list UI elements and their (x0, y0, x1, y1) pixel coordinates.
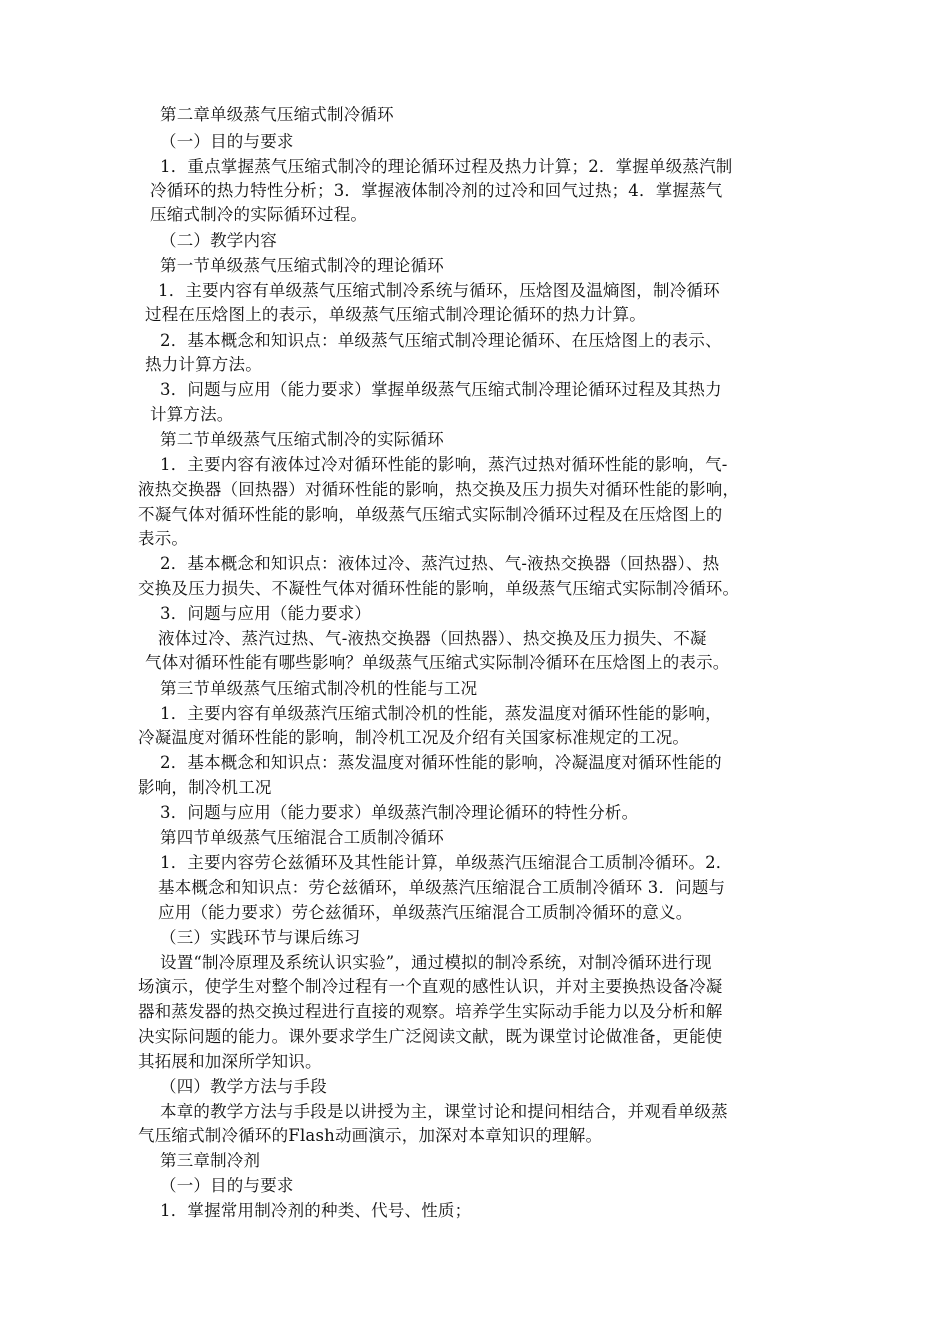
text-line: 应用（能力要求）劳仑兹循环，单级蒸汽压缩混合工质制冷循环的意义。 (158, 903, 693, 922)
text-line: 3．问题与应用（能力要求）单级蒸汽制冷理论循环的特性分析。 (160, 803, 639, 822)
text-line: 影响，制冷机工况 (138, 778, 272, 797)
text-line: 交换及压力损失、不凝性气体对循环性能的影响，单级蒸气压缩式实际制冷循环。 (138, 579, 740, 598)
section-heading: （四）教学方法与手段 (160, 1077, 327, 1096)
chapter-title: 第三章制冷剂 (160, 1151, 261, 1170)
text-line: 1．主要内容有单级蒸气压缩式制冷系统与循环，压焓图及温熵图，制冷循环 (158, 281, 720, 300)
subsection-title: 第二节单级蒸气压缩式制冷的实际循环 (160, 430, 444, 449)
text-line: 2．基本概念和知识点：蒸发温度对循环性能的影响，冷凝温度对循环性能的 (160, 753, 722, 772)
text-line: 场演示，使学生对整个制冷过程有一个直观的感性认识，并对主要换热设备冷凝 (138, 977, 723, 996)
text-line: 计算方法。 (150, 405, 234, 424)
section-heading: （二）教学内容 (160, 231, 277, 250)
text-line: 1．主要内容有单级蒸汽压缩式制冷机的性能，蒸发温度对循环性能的影响， (160, 704, 722, 723)
text-line: 1．掌握常用制冷剂的种类、代号、性质； (160, 1201, 472, 1220)
text-line: 1．主要内容有液体过冷对循环性能的影响，蒸汽过热对循环性能的影响，气- (160, 455, 728, 474)
text-line: 2．基本概念和知识点：液体过冷、蒸汽过热、气-液热交换器（回热器）、热 (160, 554, 720, 573)
subsection-title: 第一节单级蒸气压缩式制冷的理论循环 (160, 256, 444, 275)
text-line: 冷循环的热力特性分析；3．掌握液体制冷剂的过冷和回气过热；4．掌握蒸气 (150, 181, 723, 200)
section-heading: （三）实践环节与课后练习 (160, 928, 361, 947)
text-line: 1．重点掌握蒸气压缩式制冷的理论循环过程及热力计算；2．掌握单级蒸汽制 (160, 157, 733, 176)
text-line: 器和蒸发器的热交换过程进行直接的观察。培养学生实际动手能力以及分析和解 (138, 1002, 723, 1021)
text-line: 基本概念和知识点：劳仑兹循环，单级蒸汽压缩混合工质制冷循环 3．问题与 (158, 878, 726, 897)
text-line: 气体对循环性能有哪些影响？单级蒸气压缩式实际制冷循环在压焓图上的表示。 (145, 653, 730, 672)
text-line: 气压缩式制冷循环的Flash动画演示，加深对本章知识的理解。 (138, 1126, 603, 1145)
text-line: 冷凝温度对循环性能的影响，制冷机工况及介绍有关国家标准规定的工况。 (138, 728, 690, 747)
text-line: 热力计算方法。 (145, 355, 262, 374)
text-line: 本章的教学方法与手段是以讲授为主，课堂讨论和提问相结合，并观看单级蒸 (160, 1102, 728, 1121)
text-line: 表示。 (138, 529, 189, 548)
text-line: 3．问题与应用（能力要求）掌握单级蒸气压缩式制冷理论循环过程及其热力 (160, 380, 722, 399)
text-line: 压缩式制冷的实际循环过程。 (150, 205, 368, 224)
text-line: 设置“制冷原理及系统认识实验”，通过模拟的制冷系统，对制冷循环进行现 (160, 953, 712, 972)
chapter-title: 第二章单级蒸气压缩式制冷循环 (160, 105, 394, 124)
text-line: 决实际问题的能力。课外要求学生广泛阅读文献，既为课堂讨论做准备，更能使 (138, 1027, 723, 1046)
subsection-title: 第三节单级蒸气压缩式制冷机的性能与工况 (160, 679, 478, 698)
text-line: 不凝气体对循环性能的影响，单级蒸气压缩式实际制冷循环过程及在压焓图上的 (138, 505, 723, 524)
text-line: 1．主要内容劳仑兹循环及其性能计算，单级蒸汽压缩混合工质制冷循环。2． (160, 853, 733, 872)
section-heading: （一）目的与要求 (160, 132, 294, 151)
text-line: 液体过冷、蒸汽过热、气-液热交换器（回热器）、热交换及压力损失、不凝 (158, 629, 707, 648)
section-heading: （一）目的与要求 (160, 1176, 294, 1195)
subsection-title: 第四节单级蒸气压缩混合工质制冷循环 (160, 828, 444, 847)
text-line: 其拓展和加深所学知识。 (138, 1052, 322, 1071)
text-line: 过程在压焓图上的表示，单级蒸气压缩式制冷理论循环的热力计算。 (145, 305, 646, 324)
text-line: 液热交换器（回热器）对循环性能的影响，热交换及压力损失对循环性能的影响， (138, 480, 740, 499)
text-line: 3．问题与应用（能力要求） (160, 604, 372, 623)
text-line: 2．基本概念和知识点：单级蒸气压缩式制冷理论循环、在压焓图上的表示、 (160, 331, 722, 350)
